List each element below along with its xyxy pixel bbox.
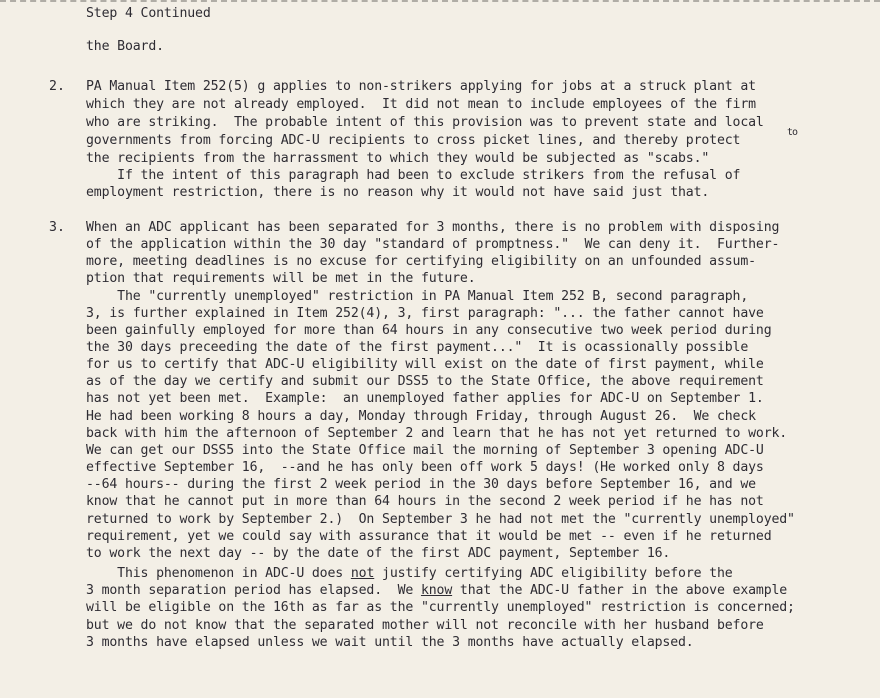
item-3-line: He had been working 8 hours a day, Monday through Friday, through August 26. We check xyxy=(86,409,756,424)
step-header: Step 4 Continued xyxy=(86,6,211,21)
item-3-line: of the application within the 30 day "standard of promptness." We can deny it. Further- xyxy=(86,237,780,252)
top-dashed-rule xyxy=(0,0,880,4)
item-3-line: to work the next day -- by the date of the first ADC payment, September 16. xyxy=(86,546,671,561)
item-2-number: 2. xyxy=(49,79,65,94)
item-2-line: employment restriction, there is no reason why it would not have said just that. xyxy=(86,185,710,200)
item-2-line: PA Manual Item 252(5) g applies to non-strikers applying for jobs at a struck plant at xyxy=(86,79,756,94)
intro-text: the Board. xyxy=(86,39,164,54)
item-3-line: returned to work by September 2.) On September 3 he had not met the "currently unemployed" xyxy=(86,512,795,527)
item-3-line: We can get our DSS5 into the State Office mail the morning of September 3 opening ADC-U xyxy=(86,443,764,458)
item-3-number: 3. xyxy=(49,220,65,235)
item-3-line: as of the day we certify and submit our DSS5 to the State Office, the above requirement xyxy=(86,374,764,389)
item-3-line: 3 month separation period has elapsed. We know that the ADC-U father in the above example xyxy=(86,583,788,598)
item-3-line: but we do not know that the separated mother will not reconcile with her husband before xyxy=(86,618,764,633)
item-3-line: ption that requirements will be met in the future. xyxy=(86,271,476,286)
underlined-word: know xyxy=(420,583,453,598)
item-2-line: who are striking. The probable intent of this provision was to prevent state and local xyxy=(86,115,764,130)
item-3-line: know that he cannot put in more than 64 hours in the second 2 week period if he has not xyxy=(86,494,764,509)
item-3-line: for us to certify that ADC-U eligibility will exist on the date of first payment, while xyxy=(86,357,764,372)
item-2-line: which they are not already employed. It did not mean to include employees of the firm xyxy=(86,97,756,112)
item-3-line: will be eligible on the 16th as far as the "currently unemployed" restriction is concerned; xyxy=(86,600,795,615)
item-2-line: the recipients from the harrassment to which they would be subjected as "scabs." xyxy=(86,151,710,166)
item-2-line: If the intent of this paragraph had been to exclude strikers from the refusal of xyxy=(86,168,741,183)
item-3-line: been gainfully employed for more than 64 hours in any consecutive two week period during xyxy=(86,323,772,338)
underlined-word: not xyxy=(350,566,375,581)
item-3-line: back with him the afternoon of September 2 and learn that he has not yet returned to work. xyxy=(86,426,788,441)
item-3-line: 3 months have elapsed unless we wait until the 3 months have actually elapsed. xyxy=(86,635,694,650)
item-3-line: --64 hours-- during the first 2 week period in the 30 days before September 16, and we xyxy=(86,477,756,492)
handwritten-insert-mark: to xyxy=(787,127,798,138)
item-3-line: requirement, yet we could say with assurance that it would be met -- even if he returned xyxy=(86,529,772,544)
item-3-line: This phenomenon in ADC-U does not justify certifying ADC eligibility before the xyxy=(86,566,733,581)
item-3-line: effective September 16, --and he has only been off work 5 days! (He worked only 8 days xyxy=(86,460,764,475)
item-3-line: When an ADC applicant has been separated for 3 months, there is no problem with disposing xyxy=(86,220,780,235)
item-3-line: has not yet been met. Example: an unemployed father applies for ADC-U on September 1. xyxy=(86,391,764,406)
item-3-line: more, meeting deadlines is no excuse for certifying eligibility on an unfounded assum- xyxy=(86,254,756,269)
item-3-line: 3, is further explained in Item 252(4), 3, first paragraph: "... the father cannot have xyxy=(86,306,764,321)
item-2-line: governments from forcing ADC-U recipients to cross picket lines, and thereby protect xyxy=(86,133,741,148)
item-3-line: The "currently unemployed" restriction in PA Manual Item 252 B, second paragraph, xyxy=(86,289,749,304)
item-3-line: the 30 days preceeding the date of the first payment..." It is ocassionally possible xyxy=(86,340,749,355)
